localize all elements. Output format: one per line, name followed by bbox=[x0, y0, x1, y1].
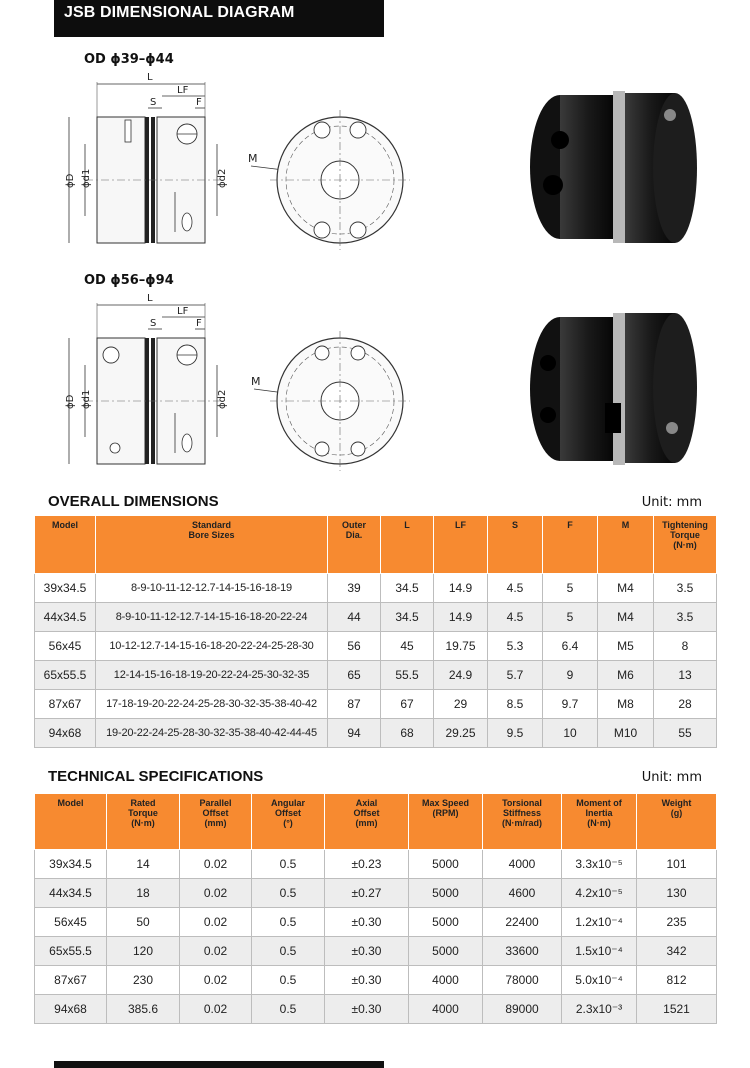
technical-cell: 14 bbox=[107, 850, 180, 879]
technical-cell: 4000 bbox=[409, 966, 483, 995]
overall-cell: 44x34.5 bbox=[35, 603, 96, 632]
table-row bbox=[35, 632, 717, 661]
overall-cell: 5 bbox=[543, 603, 598, 632]
technical-cell: 5000 bbox=[409, 908, 483, 937]
overall-cell: 13 bbox=[654, 661, 717, 690]
technical-cell: 0.02 bbox=[180, 966, 252, 995]
overall-cell: 3.5 bbox=[654, 603, 717, 632]
table-row bbox=[35, 690, 717, 719]
overall-cell: M6 bbox=[598, 661, 654, 690]
overall-cell: 9 bbox=[543, 661, 598, 690]
overall-cell: 87 bbox=[328, 690, 381, 719]
technical-cell: ±0.30 bbox=[325, 995, 409, 1024]
dim-M: M bbox=[251, 375, 261, 388]
technical-cell: 3.3x10⁻⁵ bbox=[562, 850, 637, 879]
dim-LF: LF bbox=[177, 85, 189, 96]
overall-cell: 45 bbox=[381, 632, 434, 661]
overall-cell: 3.5 bbox=[654, 574, 717, 603]
overall-cell: 19.75 bbox=[434, 632, 488, 661]
table-row bbox=[35, 879, 717, 908]
overall-cell: 67 bbox=[381, 690, 434, 719]
dim-d1: ϕd1 bbox=[81, 168, 92, 188]
technical-cell: 0.02 bbox=[180, 937, 252, 966]
technical-header-cell: Angular Offset (°) bbox=[252, 794, 325, 850]
technical-cell: 4000 bbox=[409, 995, 483, 1024]
table-row bbox=[35, 574, 717, 603]
technical-cell: 56x45 bbox=[35, 908, 107, 937]
technical-header-cell: Model bbox=[35, 794, 107, 850]
overall-cell: 4.5 bbox=[488, 574, 543, 603]
overall-unit-label: Unit: mm bbox=[641, 495, 702, 510]
coupling-photo-small bbox=[520, 85, 705, 257]
overall-cell: 29.25 bbox=[434, 719, 488, 748]
table-row bbox=[35, 661, 717, 690]
overall-cell: 5.3 bbox=[488, 632, 543, 661]
technical-cell: 94x68 bbox=[35, 995, 107, 1024]
dim-F: F bbox=[196, 318, 202, 329]
page-title: JSB DIMENSIONAL DIAGRAM bbox=[54, 0, 384, 37]
technical-cell: ±0.30 bbox=[325, 966, 409, 995]
technical-specifications-title: TECHNICAL SPECIFICATIONS bbox=[48, 768, 264, 785]
technical-cell: 65x55.5 bbox=[35, 937, 107, 966]
technical-header-cell: Weight (g) bbox=[637, 794, 717, 850]
overall-cell: 28 bbox=[654, 690, 717, 719]
technical-cell: 4.2x10⁻⁵ bbox=[562, 879, 637, 908]
overall-header-cell: S bbox=[488, 516, 543, 574]
technical-cell: 39x34.5 bbox=[35, 850, 107, 879]
overall-cell: 14.9 bbox=[434, 603, 488, 632]
overall-cell: 12-14-15-16-18-19-20-22-24-25-30-32-35 bbox=[96, 661, 328, 690]
overall-cell: 65x55.5 bbox=[35, 661, 96, 690]
technical-cell: 0.5 bbox=[252, 879, 325, 908]
overall-cell: 34.5 bbox=[381, 574, 434, 603]
technical-cell: 120 bbox=[107, 937, 180, 966]
technical-header-cell: Moment of Inertia (N·m) bbox=[562, 794, 637, 850]
overall-cell: 34.5 bbox=[381, 603, 434, 632]
technical-cell: ±0.30 bbox=[325, 908, 409, 937]
overall-cell: 19-20-22-24-25-28-30-32-35-38-40-42-44-45 bbox=[96, 719, 328, 748]
technical-cell: 5000 bbox=[409, 879, 483, 908]
overall-cell: M4 bbox=[598, 574, 654, 603]
overall-cell: 14.9 bbox=[434, 574, 488, 603]
technical-cell: ±0.27 bbox=[325, 879, 409, 908]
technical-cell: 4000 bbox=[483, 850, 562, 879]
overall-header-cell: F bbox=[543, 516, 598, 574]
overall-cell: 56 bbox=[328, 632, 381, 661]
overall-cell: 10-12-12.7-14-15-16-18-20-22-24-25-28-30 bbox=[96, 632, 328, 661]
dimension-diagram-large bbox=[55, 293, 485, 473]
technical-cell: 342 bbox=[637, 937, 717, 966]
technical-cell: 4600 bbox=[483, 879, 562, 908]
overall-header-cell: LF bbox=[434, 516, 488, 574]
overall-cell: M8 bbox=[598, 690, 654, 719]
overall-cell: 8-9-10-11-12-12.7-14-15-16-18-19 bbox=[96, 574, 328, 603]
technical-cell: 0.02 bbox=[180, 879, 252, 908]
overall-header-cell: Standard Bore Sizes bbox=[96, 516, 328, 574]
technical-cell: ±0.30 bbox=[325, 937, 409, 966]
dim-d1: ϕd1 bbox=[81, 389, 92, 409]
overall-cell: 94 bbox=[328, 719, 381, 748]
technical-cell: 78000 bbox=[483, 966, 562, 995]
technical-cell: 1.2x10⁻⁴ bbox=[562, 908, 637, 937]
dim-D: ϕD bbox=[65, 173, 76, 188]
dim-S: S bbox=[150, 318, 157, 329]
overall-cell: 9.7 bbox=[543, 690, 598, 719]
overall-header-cell: Model bbox=[35, 516, 96, 574]
technical-cell: 0.5 bbox=[252, 966, 325, 995]
overall-cell: 5 bbox=[543, 574, 598, 603]
technical-specifications-table bbox=[34, 793, 717, 1024]
technical-cell: 1521 bbox=[637, 995, 717, 1024]
technical-cell: 0.5 bbox=[252, 995, 325, 1024]
technical-cell: 89000 bbox=[483, 995, 562, 1024]
overall-cell: 17-18-19-20-22-24-25-28-30-32-35-38-40-42 bbox=[96, 690, 328, 719]
technical-cell: 5000 bbox=[409, 850, 483, 879]
overall-cell: 8.5 bbox=[488, 690, 543, 719]
overall-cell: 65 bbox=[328, 661, 381, 690]
table-row bbox=[35, 966, 717, 995]
technical-header-cell: Axial Offset (mm) bbox=[325, 794, 409, 850]
overall-header-cell: L bbox=[381, 516, 434, 574]
overall-cell: 9.5 bbox=[488, 719, 543, 748]
dim-d2: ϕd2 bbox=[217, 168, 228, 188]
coupling-photo-large bbox=[520, 303, 705, 475]
technical-cell: 33600 bbox=[483, 937, 562, 966]
technical-cell: 5000 bbox=[409, 937, 483, 966]
overall-cell: 5.7 bbox=[488, 661, 543, 690]
table-row bbox=[35, 937, 717, 966]
technical-cell: 0.02 bbox=[180, 995, 252, 1024]
overall-dimensions-table bbox=[34, 515, 717, 748]
technical-header-cell: Parallel Offset (mm) bbox=[180, 794, 252, 850]
od-label-small: OD ϕ39–ϕ44 bbox=[84, 52, 174, 67]
overall-cell: 10 bbox=[543, 719, 598, 748]
technical-cell: 5.0x10⁻⁴ bbox=[562, 966, 637, 995]
table-row bbox=[35, 908, 717, 937]
technical-cell: 101 bbox=[637, 850, 717, 879]
technical-unit-label: Unit: mm bbox=[641, 770, 702, 785]
overall-cell: M4 bbox=[598, 603, 654, 632]
overall-cell: 68 bbox=[381, 719, 434, 748]
overall-cell: 44 bbox=[328, 603, 381, 632]
technical-cell: 44x34.5 bbox=[35, 879, 107, 908]
overall-cell: 55.5 bbox=[381, 661, 434, 690]
dim-L: L bbox=[147, 293, 153, 304]
od-label-large: OD ϕ56–ϕ94 bbox=[84, 273, 174, 288]
technical-cell: 230 bbox=[107, 966, 180, 995]
technical-header-cell: Max Speed (RPM) bbox=[409, 794, 483, 850]
overall-cell: 4.5 bbox=[488, 603, 543, 632]
overall-cell: 29 bbox=[434, 690, 488, 719]
overall-cell: 8 bbox=[654, 632, 717, 661]
technical-header-row bbox=[35, 794, 717, 850]
technical-cell: 2.3x10⁻³ bbox=[562, 995, 637, 1024]
technical-cell: 0.02 bbox=[180, 850, 252, 879]
overall-header-cell: M bbox=[598, 516, 654, 574]
overall-header-cell: Tightening Torque (N·m) bbox=[654, 516, 717, 574]
overall-cell: 39 bbox=[328, 574, 381, 603]
technical-cell: 130 bbox=[637, 879, 717, 908]
technical-cell: 1.5x10⁻⁴ bbox=[562, 937, 637, 966]
technical-cell: 235 bbox=[637, 908, 717, 937]
technical-cell: 0.02 bbox=[180, 908, 252, 937]
overall-cell: M5 bbox=[598, 632, 654, 661]
dim-F: F bbox=[196, 97, 202, 108]
dim-L: L bbox=[147, 72, 153, 83]
technical-cell: 0.5 bbox=[252, 850, 325, 879]
table-row bbox=[35, 850, 717, 879]
table-row bbox=[35, 719, 717, 748]
table-row bbox=[35, 603, 717, 632]
technical-cell: 50 bbox=[107, 908, 180, 937]
dim-M: M bbox=[248, 152, 258, 165]
technical-cell: ±0.23 bbox=[325, 850, 409, 879]
technical-cell: 18 bbox=[107, 879, 180, 908]
technical-cell: 0.5 bbox=[252, 937, 325, 966]
overall-cell: 39x34.5 bbox=[35, 574, 96, 603]
footer-bar bbox=[54, 1061, 384, 1068]
overall-cell: 94x68 bbox=[35, 719, 96, 748]
technical-cell: 22400 bbox=[483, 908, 562, 937]
overall-cell: 8-9-10-11-12-12.7-14-15-16-18-20-22-24 bbox=[96, 603, 328, 632]
overall-dimensions-title: OVERALL DIMENSIONS bbox=[48, 493, 219, 510]
dim-D: ϕD bbox=[65, 394, 76, 409]
overall-header-row bbox=[35, 516, 717, 574]
dimension-diagram-small bbox=[55, 72, 485, 252]
technical-cell: 812 bbox=[637, 966, 717, 995]
technical-header-cell: Torsional Stiffness (N·m/rad) bbox=[483, 794, 562, 850]
overall-cell: 56x45 bbox=[35, 632, 96, 661]
dim-d2: ϕd2 bbox=[217, 389, 228, 409]
overall-header-cell: Outer Dia. bbox=[328, 516, 381, 574]
technical-header-cell: Rated Torque (N·m) bbox=[107, 794, 180, 850]
overall-cell: 55 bbox=[654, 719, 717, 748]
overall-cell: M10 bbox=[598, 719, 654, 748]
technical-cell: 385.6 bbox=[107, 995, 180, 1024]
table-row bbox=[35, 995, 717, 1024]
technical-cell: 0.5 bbox=[252, 908, 325, 937]
dim-LF: LF bbox=[177, 306, 189, 317]
overall-cell: 24.9 bbox=[434, 661, 488, 690]
overall-cell: 6.4 bbox=[543, 632, 598, 661]
technical-cell: 87x67 bbox=[35, 966, 107, 995]
dim-S: S bbox=[150, 97, 157, 108]
overall-cell: 87x67 bbox=[35, 690, 96, 719]
